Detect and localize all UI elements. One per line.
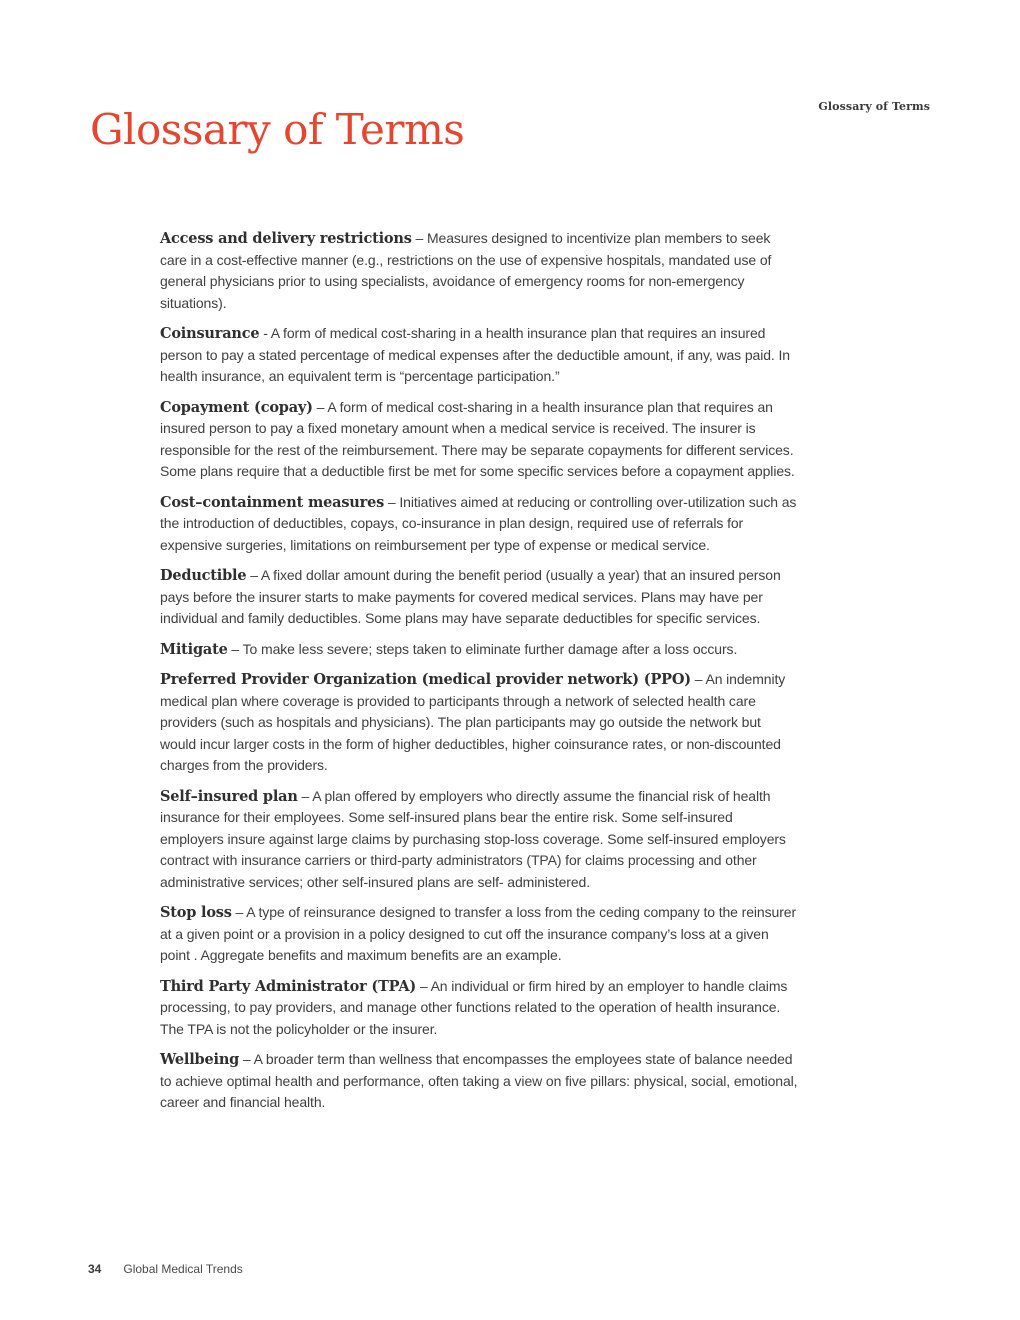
glossary-definition: A form of medical cost-sharing in a health insurance plan that requires an insured person to pay a stated percentage of medical expenses after the deductible amount, if any, was paid. In health insurance, an equivalent term is “percentage participation.” — [160, 325, 790, 384]
glossary-entry — [160, 669, 798, 777]
page-number: 34 — [88, 1262, 102, 1276]
term-separator: – — [419, 977, 428, 994]
glossary-definition: A type of reinsurance designed to transfer a loss from the ceding company to the reinsurer at a given point or a provision in a policy designed to cut off the insurance company’s loss at a given point . Aggregate benefits and maximum benefits are an example. — [160, 904, 796, 963]
glossary-term: Copayment (copay) — [160, 398, 313, 416]
glossary-term: Wellbeing — [160, 1051, 240, 1068]
glossary-entry — [160, 323, 798, 388]
glossary-entry — [160, 228, 798, 314]
term-separator: – — [242, 1051, 251, 1067]
glossary-term: Stop loss — [160, 904, 232, 921]
glossary-term: Access and delivery restrictions — [160, 230, 412, 247]
term-separator: - — [263, 325, 268, 341]
term-separator: – — [694, 671, 703, 687]
footer-doc-title: Global Medical Trends — [123, 1262, 243, 1276]
page-title: Glossary of Terms — [90, 105, 465, 154]
glossary-definition: An indemnity medical plan where coverage is provided to participants through a network of selected health care providers (such as hospitals and physicians). The plan participants may go outside the network but would incur larger costs in the form of higher deductibles, higher coinsurance rates, or non-discounted charges from the providers. — [160, 671, 786, 773]
glossary-entry — [160, 397, 798, 483]
glossary-definition: To make less severe; steps taken to eliminate further damage after a loss occurs. — [242, 640, 738, 657]
term-separator: – — [231, 640, 240, 657]
glossary-term: Coinsurance — [160, 325, 260, 342]
glossary-entry — [160, 902, 798, 967]
term-separator: – — [415, 230, 424, 246]
page-footer — [88, 1262, 243, 1276]
glossary-definition: An individual or firm hired by an employer to handle claims processing, to pay providers, and manage other functions related to the operation of health insurance. The TPA is not the policyholder or the insurer. — [160, 977, 788, 1037]
glossary-definition: A fixed dollar amount during the benefit period (usually a year) that an insured person pays before the insurer starts to make payments for covered medical services. Plans may have per individual and family deductibles. Some plans may have separate deductibles for specific services. — [160, 567, 781, 626]
glossary-term: Self–insured plan — [160, 787, 298, 805]
glossary-entry — [160, 976, 798, 1041]
glossary-definition: Initiatives aimed at reducing or controlling over-utilization such as the introduction of deductibles, copays, co-insurance in plan design, required use of referrals for expensive surgeries, limitations on reimbursement per type of expense or medical service. — [160, 493, 797, 553]
glossary-definition: A form of medical cost-sharing in a health insurance plan that requires an insured person to pay a fixed monetary amount when a medical service is received. The insurer is responsible for the rest of the reimbursement. There may be separate copayments for different services. Some plans require that a deductible first be met for some specific services before a copayment applies. — [160, 398, 795, 479]
running-header: Glossary of Terms — [818, 100, 930, 113]
glossary-term: Deductible — [160, 567, 247, 584]
term-separator: – — [316, 398, 325, 415]
glossary-entry — [160, 492, 798, 557]
term-separator: – — [235, 904, 244, 920]
glossary-entry — [160, 786, 798, 894]
glossary-term: Third Party Administrator (TPA) — [160, 977, 417, 995]
glossary-entry — [160, 565, 798, 630]
glossary-definition: A broader term than wellness that encompasses the employees state of balance needed to achieve optimal health and performance, often taking a view on five pillars: physical, social, emotional, career and financial health. — [160, 1051, 798, 1110]
term-separator: – — [387, 493, 396, 510]
glossary-definition: A plan offered by employers who directly assume the financial risk of health insurance for their employees. Some self-insured plans bear the entire risk. Some self-insured employers insure against large claims by purchasing stop-loss coverage. Some self-insured employers contract with insurance carriers or third-party administrators (TPA) for claims processing and other administrative services; other self-insured plans are self- administered. — [160, 787, 786, 890]
glossary-entry — [160, 639, 798, 661]
glossary-term: Mitigate — [160, 640, 228, 658]
glossary-list — [160, 228, 798, 1123]
glossary-entry — [160, 1049, 798, 1114]
glossary-term: Preferred Provider Organization (medical provider network) (PPO) — [160, 671, 691, 688]
glossary-definition: Measures designed to incentivize plan members to seek care in a cost-effective manner (e.g., restrictions on the use of expensive hospitals, mandated use of general physicians prior to using specialists, avoidance of emergency rooms for non-emergency situations). — [160, 230, 772, 311]
term-separator: – — [301, 787, 310, 804]
glossary-term: Cost–containment measures — [160, 493, 385, 511]
term-separator: – — [250, 567, 258, 583]
